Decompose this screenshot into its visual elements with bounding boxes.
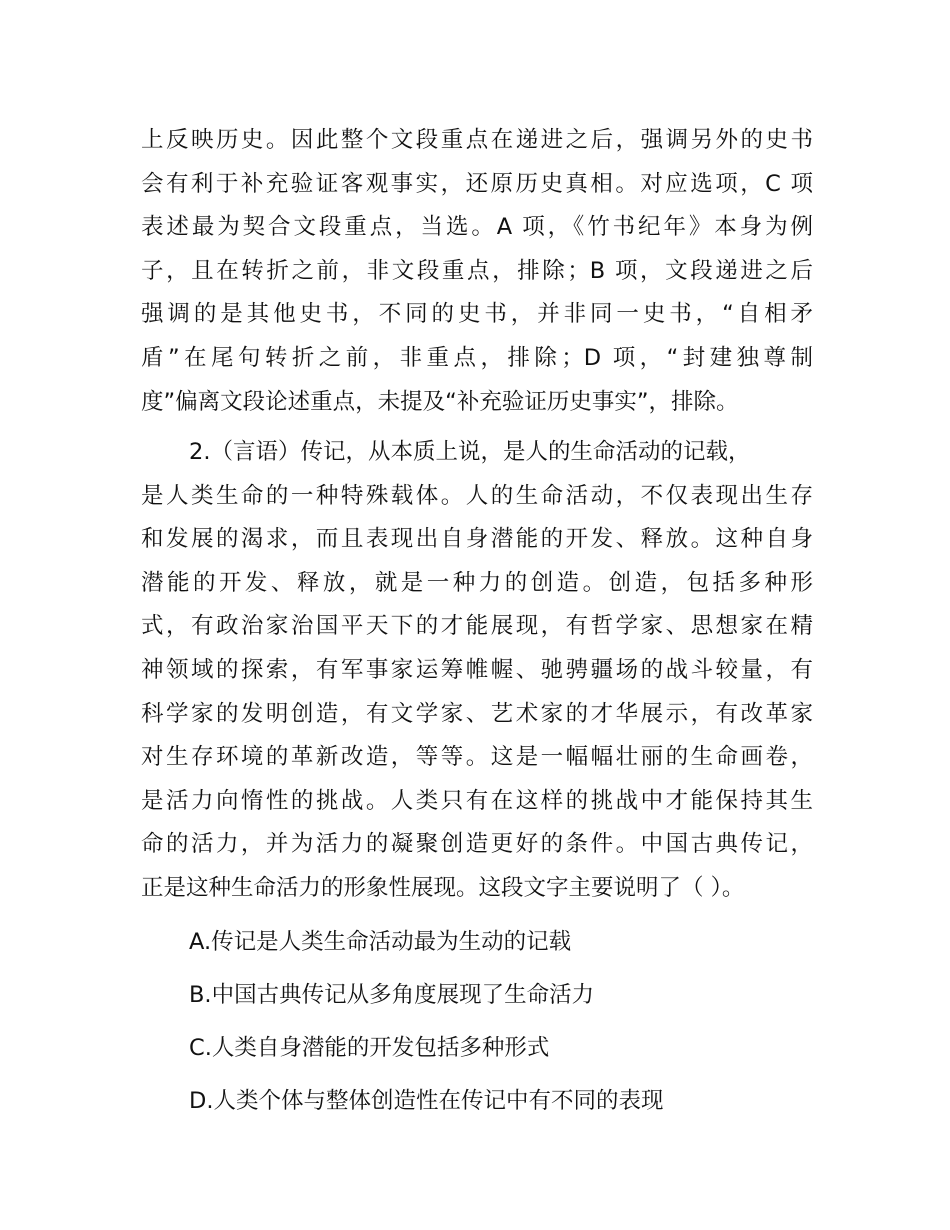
text-line: 和发展的渴求，而且表现出自身潜能的开发、释放。这种自身 <box>141 526 813 553</box>
text-line: 正是这种生命活力的形象性展现。这段文字主要说明了（ ）。 <box>141 874 745 901</box>
text-line: 对生存环境的革新改造，等等。这是一幅幅壮丽的生命画卷， <box>141 744 813 771</box>
option-d: D.人类个体与整体创造性在传记中有不同的表现 <box>189 1088 664 1114</box>
text-line: 式，有政治家治国平天下的才能展现，有哲学家、思想家在精 <box>141 613 813 640</box>
text-line: 子，且在转折之前，非文段重点，排除；B 项，文段递进之后 <box>141 257 813 284</box>
text-line: 度”偏离文段论述重点，未提及“补充验证历史事实”，排除。 <box>141 388 739 415</box>
question-number-line: 2.（言语）传记，从本质上说，是人的生命活动的记载， <box>189 439 751 465</box>
text-line: 是人类生命的一种特殊载体。人的生命活动，不仅表现出生存 <box>141 482 813 509</box>
option-c: C.人类自身潜能的开发包括多种形式 <box>189 1035 550 1061</box>
text-line: 上反映历史。因此整个文段重点在递进之后，强调另外的史书 <box>141 127 813 153</box>
option-a: A.传记是人类生命活动最为生动的记载 <box>189 929 572 955</box>
text-line: 会有利于补充验证客观事实，还原历史真相。对应选项，C 项 <box>141 170 813 197</box>
answer-options <box>189 916 809 1128</box>
option-b: B.中国古典传记从多角度展现了生命活力 <box>189 982 595 1008</box>
text-line: 科学家的发明创造，有文学家、艺术家的才华展示，有改革家 <box>141 700 813 727</box>
text-line: 神领域的探索，有军事家运筹帷幄、驰骋疆场的战斗较量，有 <box>141 656 813 683</box>
text-line: 命的活力，并为活力的凝聚创造更好的条件。中国古典传记， <box>141 831 813 858</box>
text-line: 潜能的开发、释放，就是一种力的创造。创造，包括多种形 <box>141 569 813 596</box>
text-line: 盾”在尾句转折之前，非重点，排除；D 项，“封建独尊制 <box>141 344 813 371</box>
text-line: 强调的是其他史书，不同的史书，并非同一史书，“自相矛 <box>141 301 813 328</box>
text-line: 是活力向惰性的挑战。人类只有在这样的挑战中才能保持其生 <box>141 787 813 814</box>
explanation-paragraph <box>141 119 813 424</box>
text-line: 表述最为契合文段重点，当选。A 项，《竹书纪年》本身为例 <box>141 214 813 241</box>
question-2-stem <box>141 431 813 911</box>
